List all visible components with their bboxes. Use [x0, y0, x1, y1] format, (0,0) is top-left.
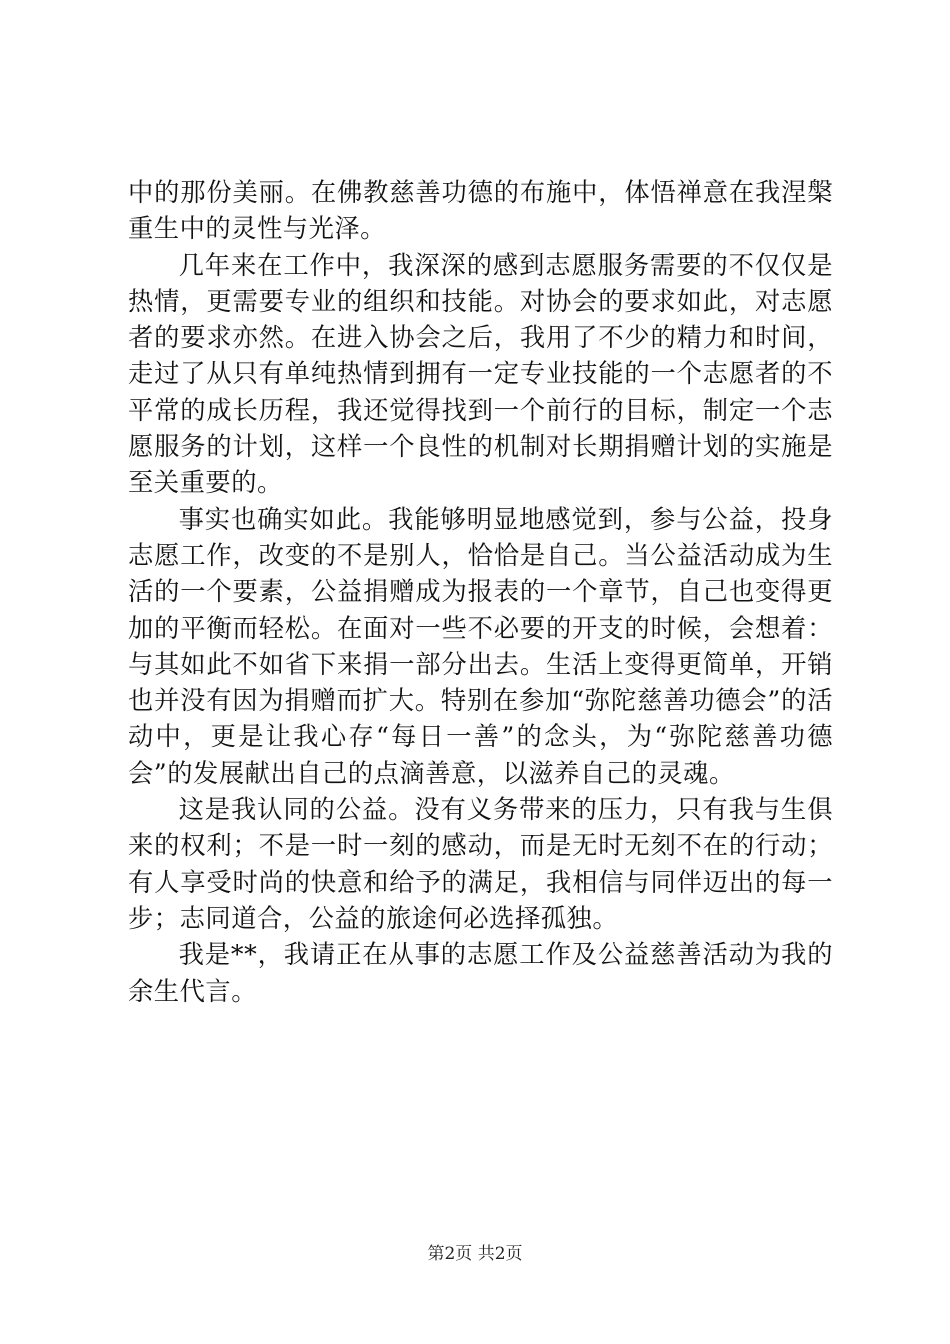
page-number-footer: 第2页 共2页 [427, 1244, 523, 1264]
paragraph-3: 事实也确实如此。我能够明显地感觉到，参与公益，投身志愿工作，改变的不是别人，恰恰是自己。当公益活动成为生活的一个要素，公益捐赠成为报表的一个章节，自己也变得更加的平衡而轻松。在面对一些不必要的开支的时候，会想着：与其如此不如省下来捐一部分出去。生活上变得更简单，开销也并没有因为捐赠而扩大。特别在参加“弥陀慈善功德会”的活动中，更是让我心存“每日一善”的念头，为“弥陀慈善功德会”的发展献出自己的点滴善意，以滋养自己的灵魂。 [128, 504, 833, 788]
paragraph-4: 这是我认同的公益。没有义务带来的压力，只有我与生俱来的权利；不是一时一刻的感动，而是无时无刻不在的行动；有人享受时尚的快意和给予的满足，我相信与同伴迈出的每一步；志同道合，公益的旅途何必选择孤独。 [128, 795, 833, 933]
document-body [128, 175, 833, 1010]
paragraph-5: 我是**，我请正在从事的志愿工作及公益慈善活动为我的余生代言。 [128, 940, 833, 1006]
paragraph-1: 中的那份美丽。在佛教慈善功德的布施中，体悟禅意在我涅槃重生中的灵性与光泽。 [128, 178, 833, 244]
paragraph-2: 几年来在工作中，我深深的感到志愿服务需要的不仅仅是热情，更需要专业的组织和技能。对协会的要求如此，对志愿者的要求亦然。在进入协会之后，我用了不少的精力和时间，走过了从只有单纯热情到拥有一定专业技能的一个志愿者的不平常的成长历程，我还觉得找到一个前行的目标，制定一个志愿服务的计划，这样一个良性的机制对长期捐赠计划的实施是至关重要的。 [128, 250, 833, 498]
